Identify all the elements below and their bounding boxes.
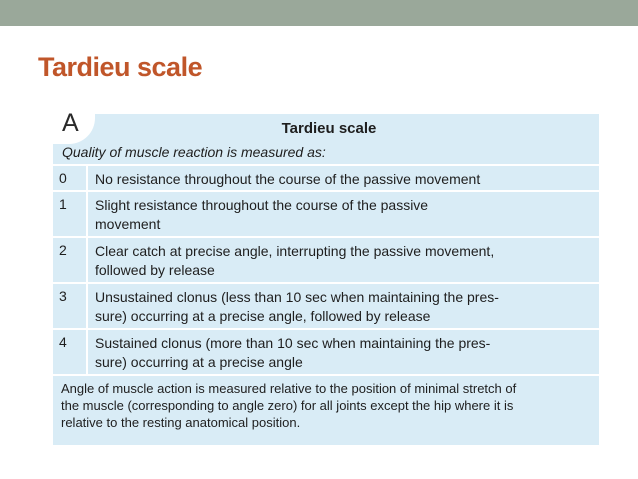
table-footnote: [53, 374, 599, 435]
top-bar: [0, 0, 638, 26]
table-subtitle: Quality of muscle reaction is measured as:: [62, 144, 326, 160]
description-line: No resistance throughout the course of the passive movement: [95, 171, 481, 187]
tardieu-table-figure: [53, 109, 599, 445]
score-value: 1: [59, 196, 67, 212]
score-row-4: [53, 328, 599, 374]
score-row-0: [53, 164, 599, 190]
description-line: sure) occurring at a precise angle, followed by release: [95, 308, 431, 324]
column-divider: [86, 284, 88, 328]
description-line: Unsustained clonus (less than 10 sec when maintaining the pres-: [95, 289, 499, 305]
column-divider: [86, 166, 88, 190]
panel-letter: A: [62, 109, 79, 137]
score-value: 4: [59, 334, 67, 350]
score-row-1: [53, 190, 599, 236]
column-divider: [86, 330, 88, 374]
footnote-line: the muscle (corresponding to angle zero) for all joints except the hip where it is: [61, 398, 514, 413]
score-row-3: [53, 282, 599, 328]
description-line: movement: [95, 216, 161, 232]
column-divider: [86, 238, 88, 282]
score-description: [95, 242, 593, 280]
footnote-line: Angle of muscle action is measured relative to the position of minimal stretch of: [61, 381, 517, 396]
description-line: Clear catch at precise angle, interrupting the passive movement,: [95, 243, 495, 259]
score-description: [95, 196, 593, 234]
score-value: 2: [59, 242, 67, 258]
description-line: sure) occurring at a precise angle: [95, 354, 303, 370]
score-description: [95, 288, 593, 326]
score-description: [95, 170, 593, 189]
description-line: Slight resistance throughout the course of the passive: [95, 197, 429, 213]
score-row-2: [53, 236, 599, 282]
score-value: 0: [59, 170, 67, 186]
score-value: 3: [59, 288, 67, 304]
table-title: Tardieu scale: [281, 120, 377, 137]
footnote-line: relative to the resting anatomical position.: [61, 415, 301, 430]
score-description: [95, 334, 593, 372]
slide-title: Tardieu scale: [38, 52, 203, 82]
description-line: Sustained clonus (more than 10 sec when maintaining the pres-: [95, 335, 491, 351]
column-divider: [86, 192, 88, 236]
description-line: followed by release: [95, 262, 215, 278]
